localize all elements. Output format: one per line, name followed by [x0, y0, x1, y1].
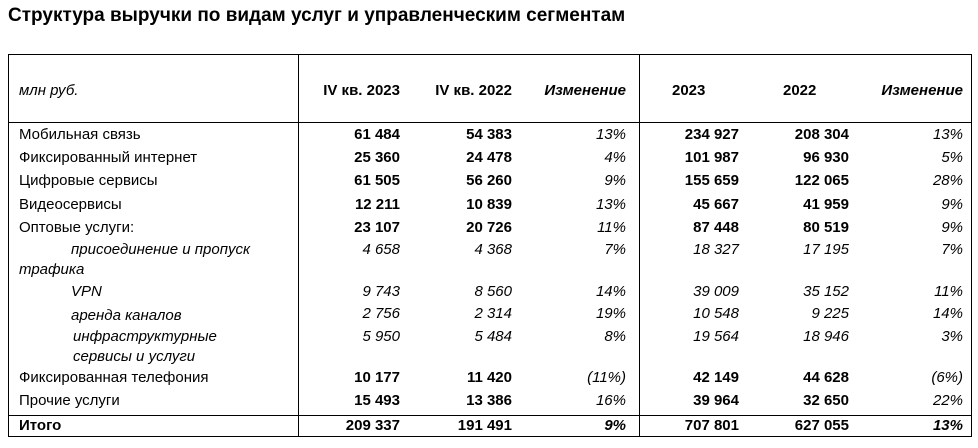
- cell-q4-2023: 23 107: [354, 219, 400, 236]
- cell-change-quarter: 8%: [604, 328, 626, 345]
- cell-year-2023: 10 548: [693, 305, 739, 322]
- row-label: Фиксированная телефония: [19, 369, 209, 386]
- cell-year-2022: 35 152: [803, 283, 849, 300]
- total-year-2022: 627 055: [794, 417, 849, 434]
- cell-change-quarter: 14%: [595, 283, 626, 300]
- cell-q4-2022: 8 560: [474, 283, 512, 300]
- cell-q4-2022: 11 420: [466, 369, 512, 386]
- cell-q4-2023: 4 658: [362, 241, 400, 258]
- cell-change-quarter: 7%: [604, 241, 626, 258]
- cell-q4-2022: 54 383: [466, 126, 512, 143]
- cell-q4-2022: 24 478: [466, 149, 512, 166]
- total-change-quarter: 9%: [604, 417, 626, 434]
- cell-year-2023: 39 009: [693, 283, 739, 300]
- cell-change-year: 13%: [932, 126, 963, 143]
- cell-q4-2022: 13 386: [466, 392, 512, 409]
- cell-year-2023: 18 327: [693, 241, 739, 258]
- total-divider: [9, 415, 971, 416]
- header-year-2022: 2022: [783, 82, 817, 99]
- cell-change-quarter: 16%: [595, 392, 626, 409]
- cell-change-year: 9%: [941, 196, 963, 213]
- unit-label: млн руб.: [19, 82, 79, 99]
- row-label-line1: присоединение и пропуск: [71, 241, 251, 258]
- cell-change-quarter: 11%: [597, 219, 626, 236]
- cell-year-2023: 87 448: [693, 219, 739, 236]
- revenue-table: [8, 54, 972, 437]
- cell-year-2022: 9 225: [811, 305, 849, 322]
- cell-change-year: (6%): [931, 369, 963, 386]
- header-year-2023: 2023: [672, 82, 706, 99]
- cell-q4-2023: 10 177: [354, 369, 400, 386]
- cell-year-2022: 122 065: [794, 172, 849, 189]
- total-year-2023: 707 801: [684, 417, 739, 434]
- header-change-quarter: Изменение: [544, 82, 626, 99]
- header-q4-2023: IV кв. 2023: [323, 82, 400, 99]
- cell-q4-2022: 4 368: [474, 241, 512, 258]
- cell-q4-2023: 9 743: [362, 283, 400, 300]
- cell-q4-2022: 5 484: [474, 328, 512, 345]
- page-title: Структура выручки по видам услуг и управленческим сегментам: [8, 5, 626, 26]
- column-divider: [639, 55, 640, 436]
- row-label-line1: инфраструктурные: [73, 328, 217, 345]
- cell-q4-2023: 5 950: [362, 328, 400, 345]
- cell-year-2022: 18 946: [803, 328, 849, 345]
- cell-change-year: 9%: [941, 219, 963, 236]
- cell-year-2023: 101 987: [684, 149, 739, 166]
- cell-change-year: 22%: [932, 392, 963, 409]
- cell-q4-2023: 25 360: [354, 149, 400, 166]
- cell-year-2023: 39 964: [693, 392, 739, 409]
- cell-year-2022: 17 195: [803, 241, 849, 258]
- cell-year-2022: 80 519: [803, 219, 849, 236]
- cell-change-quarter: 19%: [595, 305, 626, 322]
- cell-change-year: 11%: [934, 283, 963, 300]
- cell-year-2022: 41 959: [803, 196, 849, 213]
- cell-change-quarter: 13%: [595, 196, 626, 213]
- cell-change-year: 14%: [932, 305, 963, 322]
- cell-year-2023: 45 667: [693, 196, 739, 213]
- header-q4-2022: IV кв. 2022: [435, 82, 512, 99]
- cell-change-quarter: 4%: [604, 149, 626, 166]
- header-divider: [9, 122, 971, 123]
- total-q4-2023: 209 337: [345, 417, 400, 434]
- cell-year-2022: 44 628: [803, 369, 849, 386]
- cell-q4-2022: 20 726: [466, 219, 512, 236]
- cell-change-year: 3%: [941, 328, 963, 345]
- row-label: Прочие услуги: [19, 392, 120, 409]
- row-label: Мобильная связь: [19, 126, 141, 143]
- cell-q4-2022: 2 314: [474, 305, 512, 322]
- row-label: аренда каналов: [71, 307, 182, 324]
- row-label-line2: сервисы и услуги: [73, 348, 196, 365]
- cell-change-quarter: (11%): [587, 369, 626, 386]
- cell-year-2023: 234 927: [684, 126, 739, 143]
- cell-change-year: 28%: [932, 172, 963, 189]
- cell-year-2023: 19 564: [693, 328, 739, 345]
- cell-q4-2023: 15 493: [354, 392, 400, 409]
- cell-q4-2023: 2 756: [362, 305, 400, 322]
- total-label: Итого: [19, 417, 62, 434]
- cell-change-quarter: 13%: [595, 126, 626, 143]
- row-label: Видеосервисы: [19, 196, 122, 213]
- row-label: VPN: [71, 283, 102, 300]
- cell-q4-2022: 56 260: [466, 172, 512, 189]
- cell-q4-2023: 61 505: [354, 172, 400, 189]
- row-label: Оптовые услуги:: [19, 219, 135, 236]
- row-label-line2: трафика: [19, 261, 85, 278]
- row-label: Цифровые сервисы: [19, 172, 158, 189]
- header-change-year: Изменение: [881, 82, 963, 99]
- cell-q4-2023: 12 211: [354, 196, 400, 213]
- cell-year-2023: 155 659: [684, 172, 739, 189]
- row-label: Фиксированный интернет: [19, 149, 198, 166]
- cell-year-2022: 96 930: [803, 149, 849, 166]
- total-change-year: 13%: [932, 417, 963, 434]
- cell-change-year: 7%: [941, 241, 963, 258]
- cell-q4-2023: 61 484: [354, 126, 400, 143]
- cell-change-quarter: 9%: [604, 172, 626, 189]
- cell-year-2023: 42 149: [693, 369, 739, 386]
- cell-change-year: 5%: [941, 149, 963, 166]
- cell-q4-2022: 10 839: [466, 196, 512, 213]
- total-q4-2022: 191 491: [457, 417, 512, 434]
- cell-year-2022: 32 650: [803, 392, 849, 409]
- cell-year-2022: 208 304: [794, 126, 849, 143]
